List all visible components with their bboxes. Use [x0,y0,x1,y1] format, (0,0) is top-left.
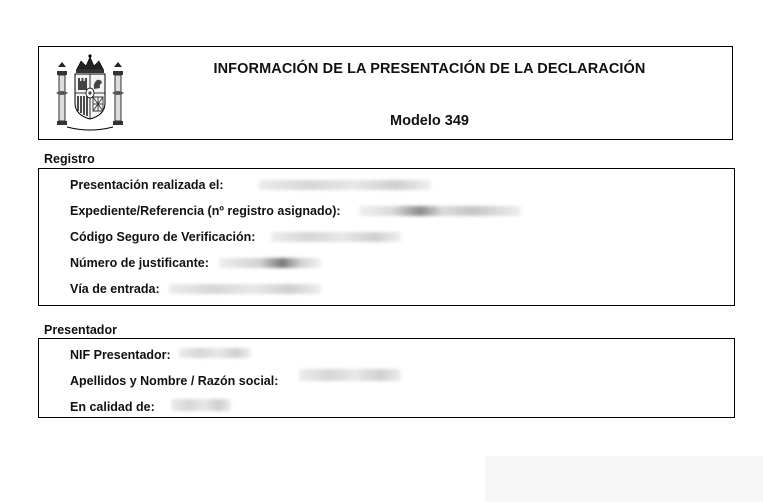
redacted-value [219,258,321,268]
registro-section [38,168,735,306]
redacted-value [359,206,521,216]
field-label-expediente: Expediente/Referencia (nº registro asignado): [70,204,341,218]
section-label-registro: Registro [44,152,95,166]
field-label-apellidos: Apellidos y Nombre / Razón social: [70,374,279,388]
coat-of-arms-icon [53,53,127,135]
field-label-csv: Código Seguro de Verificación: [70,230,256,244]
field-label-nif: NIF Presentador: [70,348,171,362]
redacted-value [179,348,251,358]
page-shading [485,456,763,502]
document-subtitle: Modelo 349 [390,113,469,129]
field-label-justificante: Número de justificante: [70,256,209,270]
field-label-via-entrada: Vía de entrada: [70,282,160,296]
document-header [38,46,733,140]
redacted-value [259,180,431,190]
redacted-value [171,399,231,411]
field-label-calidad: En calidad de: [70,400,155,414]
redacted-value [299,369,401,381]
document-title: INFORMACIÓN DE LA PRESENTACIÓN DE LA DECLARACIÓN [213,61,646,77]
redacted-value [169,284,321,294]
field-label-presentacion: Presentación realizada el: [70,178,224,192]
redacted-value [271,232,401,242]
section-label-presentador: Presentador [44,323,117,337]
presentador-section [38,338,735,418]
